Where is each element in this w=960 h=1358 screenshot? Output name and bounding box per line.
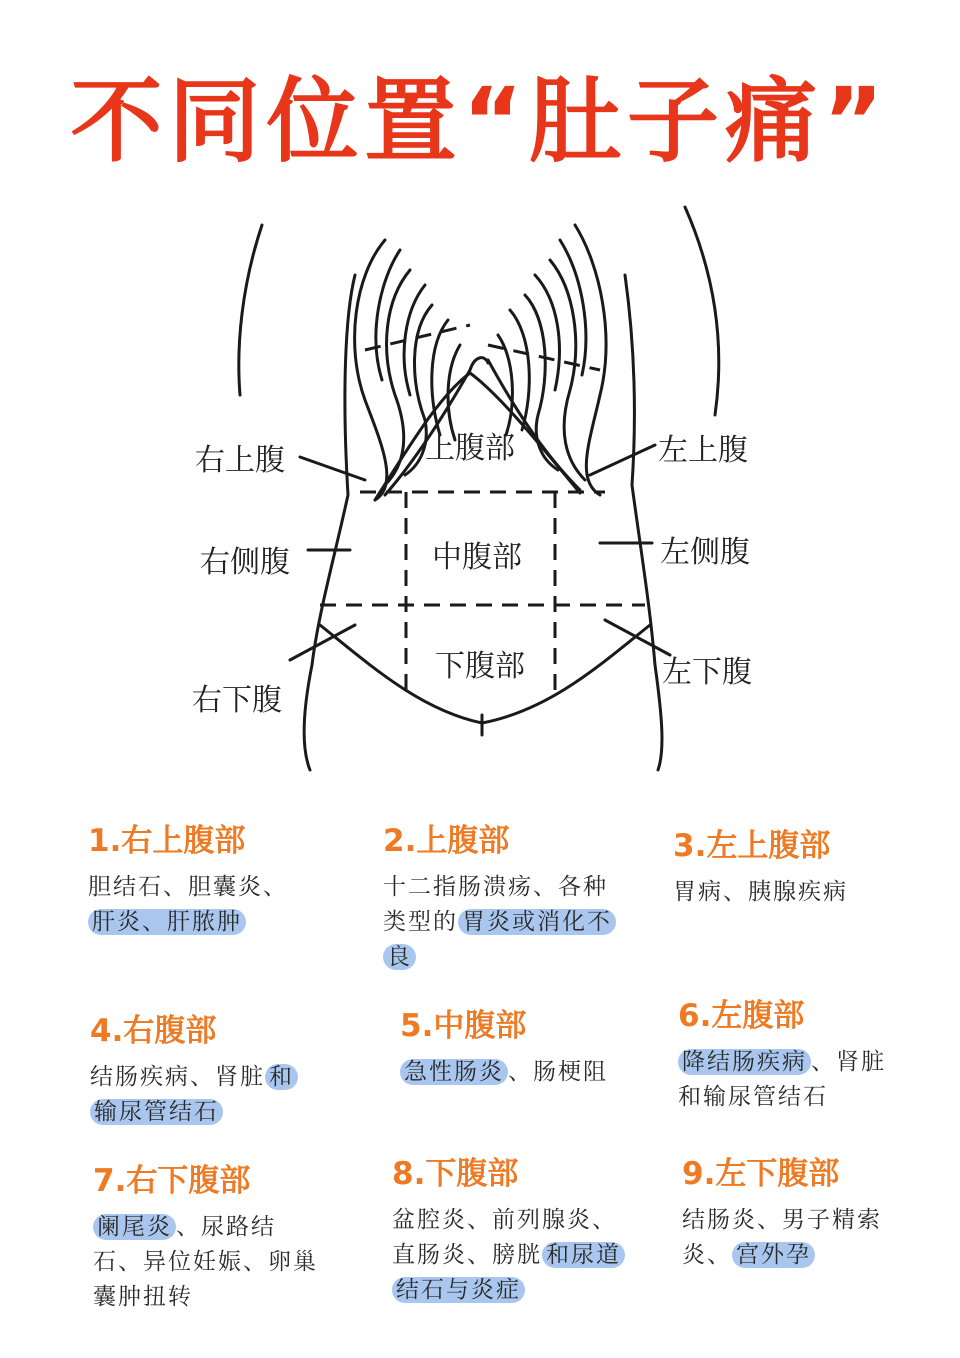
section-title: 5.中腹部 [400, 1008, 527, 1044]
highlight: 和输尿管结石 [90, 1064, 298, 1125]
section-title: 8.下腹部 [392, 1156, 519, 1192]
section-title: 6.左腹部 [678, 998, 805, 1034]
section-title: 7.右下腹部 [93, 1163, 251, 1199]
highlight: 和尿道结石与炎症 [392, 1242, 625, 1303]
section-title: 4.右腹部 [90, 1013, 217, 1049]
section-text: 急性肠炎 、肠梗阻 [400, 1055, 610, 1090]
section-title: 2.上腹部 [383, 823, 510, 859]
section-text: 十二指肠溃疡、各种类型的 胃炎或消化不良 [383, 870, 613, 975]
section-upper [383, 815, 613, 975]
section-text: 结肠疾病、肾脏 和输尿管结石 [90, 1060, 300, 1130]
sternum-line [470, 358, 488, 370]
section-title: 9.左下腹部 [682, 1156, 840, 1192]
section-right-side [90, 1005, 300, 1130]
section-left-upper [673, 820, 903, 910]
abdomen-diagram [170, 195, 790, 785]
label-left-lower: 左下腹 [662, 655, 752, 690]
highlight: 急性肠炎 [400, 1059, 508, 1085]
highlight: 肝炎、肝脓肿 [88, 909, 246, 935]
torso-right-side [304, 275, 355, 770]
leader-left-lower [605, 620, 670, 655]
grid-upper-left-diag [365, 325, 470, 350]
left-arm-line [685, 207, 719, 415]
label-right-upper: 右上腹 [195, 443, 285, 478]
section-title: 3.左上腹部 [673, 828, 831, 864]
leader-right-upper [300, 457, 365, 480]
section-left-side [678, 990, 888, 1115]
section-title: 1.右上腹部 [88, 823, 246, 859]
highlight: 阑尾炎 [93, 1214, 176, 1240]
label-right-side: 右侧腹 [200, 545, 290, 580]
label-left-upper: 左上腹 [658, 433, 748, 468]
label-middle-center: 中腹部 [432, 540, 522, 575]
section-lower [392, 1148, 622, 1308]
leader-left-upper [590, 445, 655, 475]
section-right-lower [93, 1155, 323, 1315]
torso-left-side [625, 275, 662, 770]
highlight: 宫外孕 [732, 1242, 815, 1268]
label-lower-center: 下腹部 [435, 649, 525, 684]
page-title: 不同位置“肚子痛” [70, 68, 890, 175]
right-arm-line [239, 225, 262, 395]
highlight: 胃炎或消化不良 [383, 909, 616, 970]
section-text: 盆腔炎、前列腺炎、直肠炎、膀胱 和尿道结石与炎症 [392, 1203, 622, 1308]
label-right-lower: 右下腹 [192, 683, 282, 718]
section-text: 阑尾炎 、尿路结石、异位妊娠、卵巢囊肿扭转 [93, 1214, 318, 1310]
section-left-lower [682, 1148, 882, 1273]
section-text: 胆结石、胆囊炎、肝炎、肝脓肿 [88, 874, 288, 935]
highlight: 降结肠疾病 [678, 1049, 811, 1075]
section-text: 胃病、胰腺疾病 [673, 879, 848, 905]
label-upper-center: 上腹部 [425, 431, 515, 466]
section-text: 结肠炎、男子精索炎、 宫外孕 [682, 1207, 882, 1268]
section-middle [400, 1000, 610, 1090]
label-left-side: 左侧腹 [660, 535, 750, 570]
leader-right-lower [290, 625, 355, 660]
section-text: 降结肠疾病 、肾脏和输尿管结石 [678, 1049, 886, 1110]
section-right-upper [88, 815, 288, 940]
